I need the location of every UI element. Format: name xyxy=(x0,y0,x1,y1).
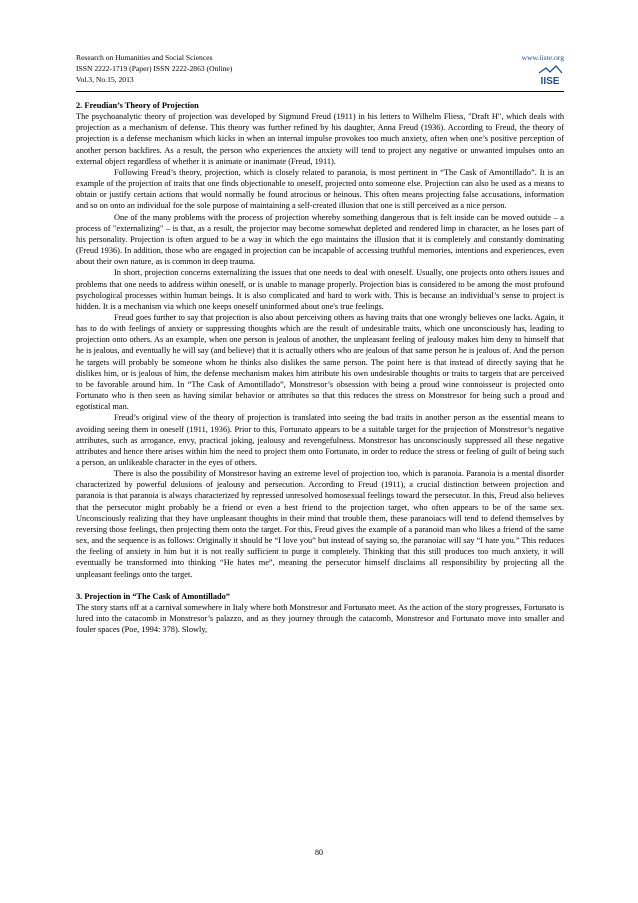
paragraph: One of the many problems with the process of projection whereby something dangerous that is felt inside can be moved outside – a process of "externalizing" – is that, as a result, the projector may become somewhat depleted and rendered limp in character, as he loses part of his personality. Projection is often argued to be a way in which the ego maintains the illusion that it is completely and constantly dominating (Freud 1936). In addition, those who are engaged in projection can be incapable of accessing truthful memories, intentions and experiences, even about their own nature, as is common in deep trauma. xyxy=(76,212,564,267)
iiste-logo-icon xyxy=(536,65,564,87)
journal-issn: ISSN 2222-1719 (Paper) ISSN 2222-2863 (Online) xyxy=(76,64,233,74)
paragraph: Following Freud’s theory, projection, which is closely related to paranoia, is most pertinent in “The Cask of Amontillado”. It is an example of the projection of traits that one finds objectionable to oneself, projected onto someone else. Projection can also be used as a means to obtain or justify certain actions that would normally be found atrocious or heinous. This often means projecting false accusations, information and so on onto an individual for the sole purpose of maintaining a self-created illusion that one is still perceived as a nice person. xyxy=(76,167,564,211)
page-number: 80 xyxy=(315,848,323,857)
journal-header xyxy=(76,52,564,86)
article-body xyxy=(76,100,564,635)
journal-title: Research on Humanities and Social Sciences xyxy=(76,53,213,62)
section-2-heading: 2. Freudian’s Theory of Projection xyxy=(76,101,199,110)
paragraph: The story starts off at a carnival somewhere in Italy where both Monstresor and Fortunato meet. As the action of the story progresses, Fortunato is lured into the catacomb in Monstresor’s palazzo, and as they journey through the catacomb, Monstresor and Fortunato move into smaller and fouler spaces (Poe, 1994: 378). Slowly, xyxy=(76,602,564,635)
section-3-heading: 3. Projection in “The Cask of Amontillado” xyxy=(76,591,230,601)
header-divider xyxy=(76,91,564,92)
paragraph: In short, projection concerns externalizing the issues that one needs to deal with oneself. Usually, one projects onto others issues and problems that one needs to address within oneself, or is unable to manage properly. Projection bias is considered to be among the most profound psychological processes within human beings. It is also complicated and hard to work with. This is because an individual’s sense to project is hidden. It is a mechanism via which one keeps oneself uninformed about one's true feelings. xyxy=(76,268,564,311)
paragraph: Freud’s original view of the theory of projection is translated into seeing the bad traits in another person as the essential means to avoiding seeing them in oneself (1911, 1936). Prior to this, Fortunato appears to be a suitable target for the projection of Monstresor’s negative attributes, such as arrogance, envy, practical joking, jealousy and revengefulness. Monstresor has unconsciously suppressed all these negative attributes and hence there arises within him the need to project them onto Fortunato, in order to reduce the stress or feeling of guilt of being such a person, an unlikeable character in the eyes of others. xyxy=(76,413,564,467)
svg-text:IISE: IISE xyxy=(540,76,560,87)
journal-volume: Vol.3, No.15, 2013 xyxy=(76,75,134,85)
paragraph: Freud goes further to say that projection is also about perceiving others as having traits that one wrongly believes one lacks. Again, it has to do with feelings of anxiety or suppressing thoughts which are the result of undesirable traits, which one unconsciously has, leading to projection onto others. As an example, when one person is jealous of another, the unpleasant feeling of jealousy makes him deny to himself that he is jealous, and eventually he will say (and believe) that it is actually others who are jealous of that same person he is jealous of. And the person he targets will probably be someone whom he thinks also dislikes the same person. The point here is that instead of directly saying that he dislikes him, or is jealous of him, the defense mechanism makes him attribute his own undesirable thoughts or traits to targets that are perceived to be favorable around him. In “The Cask of Amontillado”, Monstresor’s obsession with being a proud wine connoisseur is projected onto Fortunato who is then seen as having similar behavior or attributes so that this reduces the stress on Monstresor for being such a proud and egotistical man. xyxy=(76,312,564,412)
paragraph: The psychoanalytic theory of projection was developed by Sigmund Freud (1911) in his letters to Wilhelm Fliess, "Draft H", which deals with projection as a mechanism of defense. This theory was further refined by his daughter, Anna Freud (1936). According to Freud, the theory of projection is a defense mechanism which kicks in when an internal impulse provokes too much anxiety, often when one’s positive perception of another person backfires. As a result, the person who experiences the anxiety will tend to project any negative or unwanted impulses onto an external object regardless of whether it is animate or inanimate (Freud, 1911). xyxy=(76,112,564,166)
paragraph: There is also the possibility of Monstresor having an extreme level of projection too, which is paranoia. Paranoia is a mental disorder characterized by powerful delusions of jealousy and persecution. According to Freud (1911), a crucial distinction between projection and paranoia is that paranoia is always characterized by repressed unresolved homosexual feelings toward the persecutor. In this, Freud also believes that the persecutor might probably be a friend or even a best friend to the projection target, who often appears to be of the same sex. Unconsciously realizing that they have unpleasant thoughts in their mind that trouble them, these paranoiacs will tend to defend themselves by reversing those feelings, then projecting them onto the target. For this, Freud gives the example of a paranoid man who likes a friend of the same sex, and the sequence is as follows: Originally it should be “I love you” but instead of saying so, the paranoiac will say “I hate you.” This reduces the feeling of anxiety in him but it is not really sufficient to purge it completely. Thinking that this still produces too much anxiety, it will eventually be transformed into thinking “He hates me”, meaning the persecutor himself disclaims all responsibility by projecting all the unpleasant feelings onto the target. xyxy=(76,469,564,579)
journal-url-link[interactable]: www.iiste.org xyxy=(521,53,564,62)
